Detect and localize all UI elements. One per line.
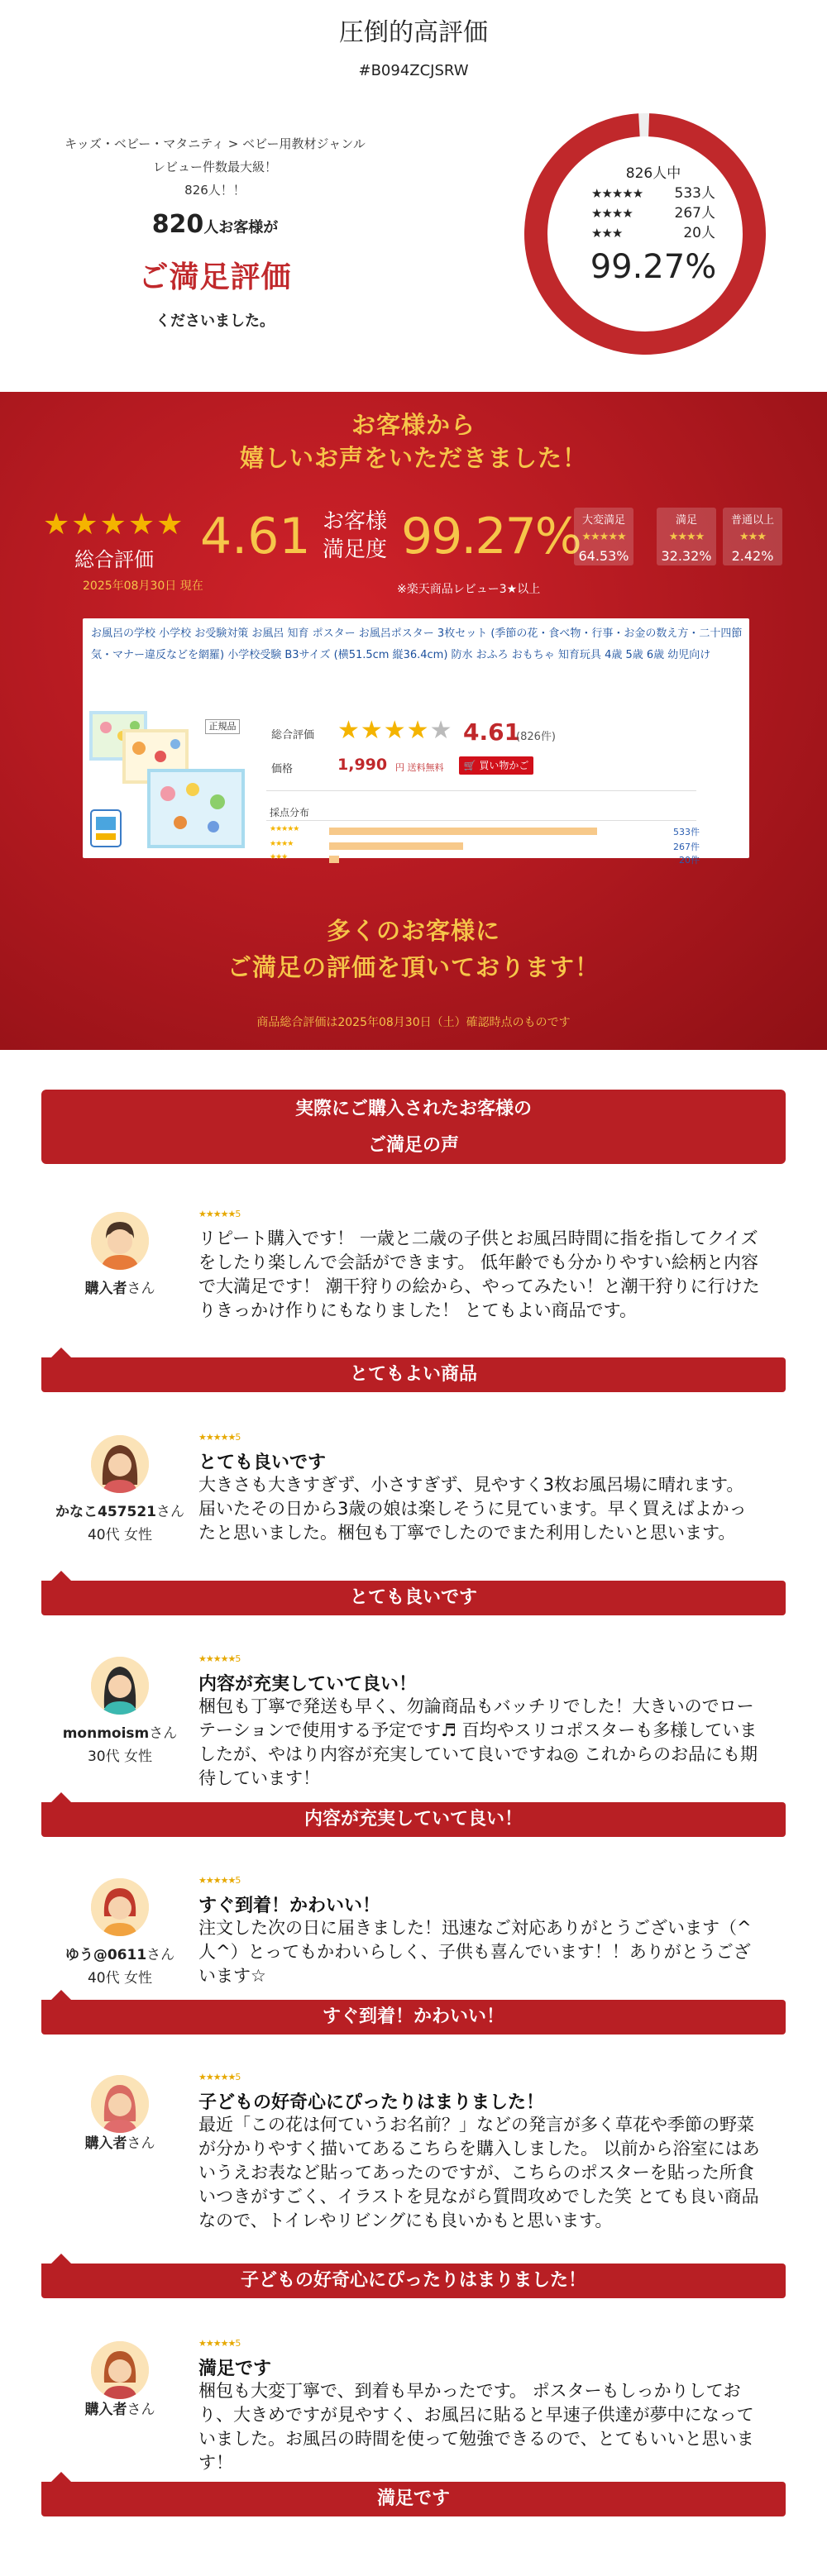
dist-bar — [329, 842, 463, 850]
ring-row-stars: ★★★★ — [591, 206, 633, 221]
tag-notch — [51, 1792, 71, 1802]
ring-row-stars: ★★★ — [591, 226, 623, 241]
satisfaction-note: ※楽天商品レビュー3★以上 — [397, 583, 541, 596]
dist-count-link[interactable]: 267件 — [673, 842, 700, 852]
avatar — [91, 1657, 149, 1715]
product-code: #B094ZCJSRW — [358, 62, 469, 79]
card-star-partial: ★ — [429, 716, 453, 745]
review-stars — [198, 1209, 240, 1219]
add-to-cart-button[interactable]: 🛒 買い物かご — [459, 756, 533, 775]
card-price: 1,990 — [337, 756, 388, 774]
review-score: 5 — [235, 2072, 241, 2082]
box-stars: ★★★ — [739, 531, 766, 543]
customer-count-suffix: 人お客様が — [203, 219, 279, 236]
avatar — [91, 1878, 149, 1936]
review-banner — [0, 392, 827, 1050]
reviewer-name-text: かなこ457521 — [55, 1504, 156, 1520]
tag-notch — [51, 1571, 71, 1581]
distribution-label: 採点分布 — [270, 807, 310, 818]
honorific: さん — [127, 2135, 155, 2152]
dist-bar — [329, 828, 597, 835]
review-card — [0, 1197, 827, 1412]
satisfaction-label-1: お客様 — [323, 509, 388, 534]
honorific: さん — [146, 1947, 175, 1963]
reviewer-name — [33, 1276, 207, 1297]
banner-heading-2: 嬉しいお声をいただきました！ — [239, 444, 587, 472]
dist-stars: ★★★ — [270, 853, 288, 861]
banner-footnote: 商品総合評価は2025年08月30日（土）確認時点のものです — [256, 1016, 571, 1029]
reviewer-age: 30代 女性 — [87, 1748, 153, 1765]
review-card — [0, 1420, 827, 1627]
ring-row-count: 267人 — [674, 205, 715, 222]
satisfaction-percent: 99.27% — [401, 508, 581, 565]
ring-percent: 99.27% — [590, 248, 717, 286]
card-price-label: 価格 — [271, 763, 294, 775]
box-label: 普通以上 — [730, 514, 774, 527]
review-body: リピート購入です！ 一歳と二歳の子供とお風呂時間に指を指してクイズをしたり楽しんで会話ができます。 低年齢でも分かりやすい絵柄と内容で大満足です！ 潮干狩りの絵から、やってみたい！と潮干狩りに行けたりきっかけ作りにもなりました！ とてもよい商品です。 — [198, 1228, 760, 1320]
honorific: さん — [149, 1725, 178, 1742]
review-title: とても良いです — [198, 1453, 327, 1473]
box-very-satisfied — [574, 508, 633, 565]
box-satisfied — [657, 508, 716, 565]
box-stars: ★★★★ — [668, 531, 705, 543]
review-tag: 内容が充実していて良い！ — [41, 1802, 786, 1837]
reviewer-age: 40代 女性 — [87, 1527, 153, 1543]
avatar — [91, 1435, 149, 1493]
genuine-badge: 正規品 — [205, 719, 240, 734]
review-stars-icons: ★★★★★ — [198, 2338, 236, 2349]
review-score: 5 — [235, 1653, 241, 1664]
reviewer-name-text: ゆう@0611 — [65, 1947, 147, 1963]
card-shipping: 円 送料無料 — [395, 762, 444, 773]
box-label: 大変満足 — [581, 514, 625, 527]
review-stars — [198, 1432, 240, 1443]
avatar — [91, 2075, 149, 2133]
review-stars — [198, 2338, 240, 2349]
reviewer-name — [33, 1721, 207, 1742]
review-title: 子どもの好奇心にぴったりはまりました！ — [198, 2092, 545, 2113]
overall-score: 4.61 — [200, 508, 311, 565]
dist-count-link[interactable]: 533件 — [673, 827, 700, 837]
satisfaction-ring — [513, 110, 777, 358]
ring-row-3 — [591, 225, 715, 241]
review-body: 大きさも大きすぎず、小さすぎず、見やすく3枚お風呂場に晴れます。届いたその日から3歳の娘は楽しそうに見ています。早く買えばよかったと思いました。梱包も丁寧でしたのでまた利用したいと思います。 — [198, 1475, 747, 1543]
review-card — [0, 2060, 827, 2300]
ring-row-stars: ★★★★★ — [591, 186, 643, 201]
count-line: 826人！！ — [184, 183, 246, 198]
satisfaction-label-2: 満足度 — [323, 537, 388, 562]
review-tag: 子どもの好奇心にぴったりはまりました！ — [41, 2264, 786, 2298]
ring-text — [513, 161, 794, 286]
page-title: 圧倒的高評価 — [339, 18, 488, 47]
review-stars-icons: ★★★★★ — [198, 1875, 236, 1886]
overall-stars: ★★★★★ — [43, 508, 185, 541]
review-score: 5 — [235, 1209, 241, 1219]
avatar — [91, 1212, 149, 1270]
review-body: 最近「この花は何ていうお名前？」などの発言が多く草花や季節の野菜が分かりやすく描いてあるこちらを購入しました。 以前から浴室にはあいうえお表など貼ってあったのですが、こちらのポスターを貼った所食いつきがすごく、イラストを見ながら質問攻めでした笑 とても良い商品なので、トイレやリビングにも良いかもと思います。 — [198, 2115, 760, 2230]
ring-total: 826人中 — [625, 165, 681, 182]
review-tag: とてもよい商品 — [41, 1357, 786, 1392]
box-percent: 2.42% — [731, 548, 774, 564]
ring-row-count: 20人 — [683, 225, 715, 241]
reviewer-age: 40代 女性 — [87, 1970, 153, 1987]
review-stars — [198, 1875, 240, 1886]
tag-notch — [51, 1348, 71, 1357]
card-stars — [337, 716, 452, 745]
satisfaction-label — [323, 508, 387, 564]
review-body: 梱包も丁寧で発送も早く、勿論商品もバッチリでした！大きいのでローテーションで使用する予定です♬ 百均やスリコポスターも多様していましたが、やはり内容が充実していて良いですね◎ これからのお品にも期待しています！ — [198, 1696, 758, 1788]
ring-row-count: 533人 — [674, 185, 715, 202]
satisfied-tail: くださいました。 — [155, 312, 275, 330]
reviewer-name-text: 購入者 — [84, 2135, 127, 2152]
card-divider — [266, 790, 696, 791]
dist-bar — [329, 856, 339, 863]
card-score: 4.61 — [463, 718, 521, 746]
review-card — [0, 2326, 827, 2525]
customer-count — [41, 210, 389, 239]
review-score: 5 — [235, 1875, 241, 1886]
review-title: 満足です — [198, 2359, 272, 2379]
review-stars — [198, 2072, 240, 2082]
tag-notch — [51, 2472, 71, 2482]
review-score: 5 — [235, 2338, 241, 2349]
reviewer-name — [33, 1943, 207, 1963]
box-average-plus — [723, 508, 782, 565]
honorific: さん — [155, 1504, 184, 1520]
review-tag: とても良いです — [41, 1581, 786, 1615]
product-title-link[interactable]: お風呂の学校 小学校 お受験対策 お風呂 知育 ポスター お風呂ポスター 3枚セット (季節の花・食べ物・行事・お金の数え方・二十四節気・マナー違反などを網羅) 小学校受験 B3サイズ (横51.5cm 縦36.4cm) 防水 おふろ おもちゃ 知育玩具 4歳 5歳 6歳 幼児向け — [91, 627, 743, 661]
satisfied-headline: ご満足評価 — [138, 260, 292, 294]
reviewer-name — [33, 1500, 207, 1520]
review-stars-icons: ★★★★★ — [198, 2072, 236, 2082]
ring-row-4 — [591, 205, 715, 222]
box-stars: ★★★★★ — [581, 531, 626, 543]
honorific: さん — [127, 1281, 155, 1297]
review-title: 内容が充実していて良い！ — [198, 1674, 418, 1695]
distribution-row-4 — [270, 840, 700, 852]
overall-label: 総合評価 — [74, 548, 154, 571]
review-stars-icons: ★★★★★ — [198, 1653, 236, 1664]
reviews-heading — [41, 1090, 786, 1164]
reviewer-name-text: 購入者 — [84, 1281, 127, 1297]
tag-notch — [51, 2254, 71, 2264]
review-tag: 満足です — [41, 2482, 786, 2516]
box-percent: 64.53% — [578, 548, 629, 564]
tag-notch — [51, 1990, 71, 2000]
dist-count-link[interactable]: 20件 — [679, 855, 700, 866]
reviewer-name — [33, 2397, 207, 2418]
review-score: 5 — [235, 1432, 241, 1443]
review-title: すぐ到着！かわいい！ — [198, 1896, 381, 1916]
banner-heading-1: お客様から — [351, 411, 476, 439]
rank-line: レビュー件数最大級！ — [152, 160, 277, 174]
card-review-count[interactable]: (826件) — [516, 731, 556, 743]
reviewer-name-text: monmoism — [62, 1725, 150, 1742]
card-stars-full: ★★★★ — [337, 716, 430, 745]
box-percent: 32.32% — [661, 548, 712, 564]
rating-summary-header — [0, 0, 827, 389]
honorific: さん — [127, 2402, 155, 2418]
banner-heading-3: 多くのお客様に — [326, 917, 500, 945]
product-card — [83, 618, 749, 866]
card-rating-label: 総合評価 — [271, 729, 315, 742]
review-stars-icons: ★★★★★ — [198, 1209, 236, 1219]
category-breadcrumb: キッズ・ベビー・マタニティ > ベビー用教材ジャンル — [65, 136, 366, 151]
review-card — [0, 1863, 827, 2029]
reviewer-name-text: 購入者 — [84, 2402, 127, 2418]
ring-row-5 — [591, 185, 715, 202]
banner-heading-4: ご満足の評価を頂いております！ — [227, 953, 600, 981]
reviews-heading-2: ご満足の声 — [367, 1135, 459, 1156]
review-body: 注文した次の日に届きました！迅速なご対応ありがとうございます（^人^）とってもかわいらしく、子供も喜んでいます！！ありがとうございます☆ — [198, 1918, 752, 1986]
card-divider — [266, 820, 696, 821]
dist-stars: ★★★★★ — [270, 825, 299, 833]
review-stars — [198, 1653, 240, 1664]
box-label: 満足 — [675, 514, 697, 527]
reviews-heading-1: 実際にご購入されたお客様の — [294, 1099, 532, 1119]
dist-stars: ★★★★ — [270, 840, 294, 848]
overall-date: 2025年08月30日 現在 — [83, 580, 203, 593]
review-body: 梱包も大変丁寧で、到着も早かったです。 ポスターもしっかりしており、大きめですが見やすく、お風呂に貼ると早速子供達が夢中になっていました。お風呂の時間を使って勉強できるので、とてもいいと思います！ — [198, 2381, 754, 2473]
customer-count-number: 820 — [151, 210, 204, 239]
review-stars-icons: ★★★★★ — [198, 1432, 236, 1443]
avatar — [91, 2341, 149, 2399]
satisfaction-summary — [41, 132, 389, 331]
review-card — [0, 1642, 827, 1849]
distribution-row-3 — [270, 853, 700, 865]
distribution-row-5 — [270, 825, 700, 837]
review-tag: すぐ到着！かわいい！ — [41, 2000, 786, 2035]
reviewer-name — [33, 2131, 207, 2152]
